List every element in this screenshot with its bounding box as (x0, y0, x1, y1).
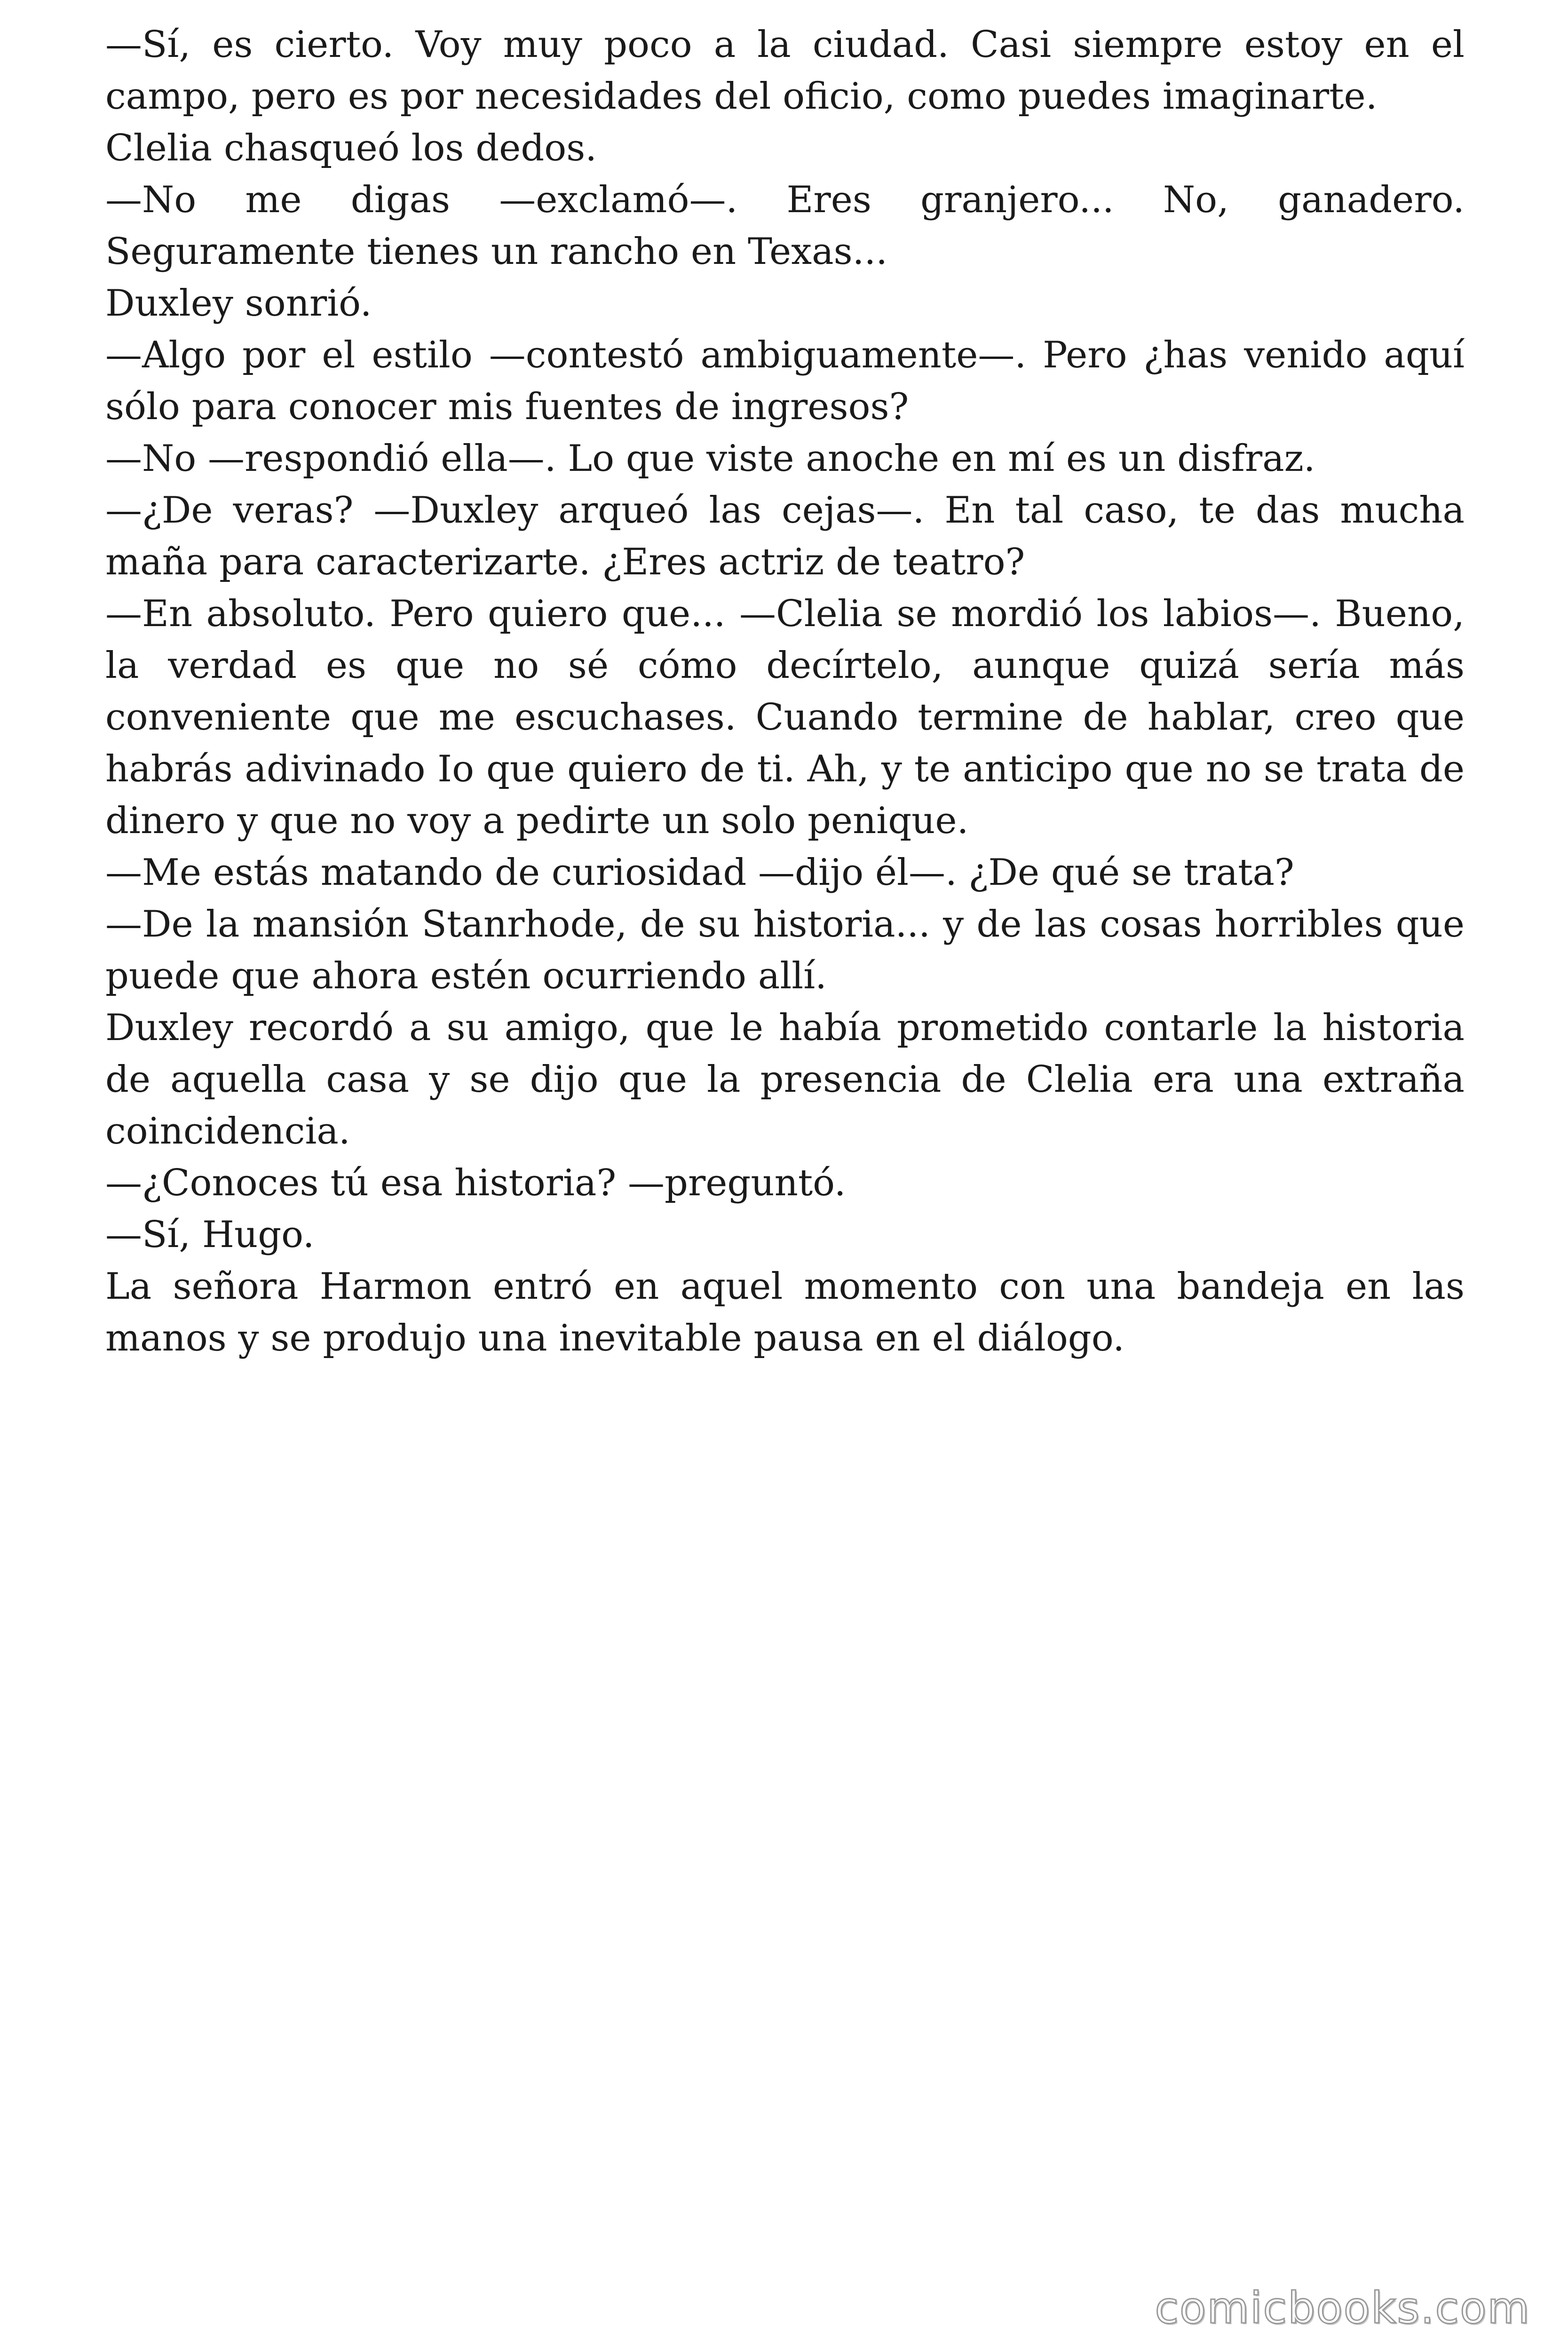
paragraph: —¿Conoces tú esa historia? —preguntó. (105, 1162, 846, 1204)
paragraph: —Algo por el estilo —contestó ambiguamente—. Pero ¿has venido aquí sólo para conocer mis fuentes de ingresos? (105, 334, 1465, 428)
paragraph: —Sí, Hugo. (105, 1214, 315, 1256)
paragraph: —No —respondió ella—. Lo que viste anoche en mí es un disfraz. (105, 437, 1315, 480)
paragraph: —No me digas —exclamó—. Eres granjero... No, ganadero. Seguramente tienes un rancho en Texas... (105, 179, 1465, 273)
paragraph: —Sí, es cierto. Voy muy poco a la ciudad. Casi siempre estoy en el campo, pero es por necesidades del oficio, como puedes imaginarte. (105, 24, 1465, 118)
paragraph: La señora Harmon entró en aquel momento con una bandeja en las manos y se produjo una inevitable pausa en el diálogo. (105, 1265, 1465, 1359)
paragraph: Clelia chasqueó los dedos. (105, 127, 597, 169)
paragraph: Duxley sonrió. (105, 282, 372, 325)
paragraph: —En absoluto. Pero quiero que... —Clelia se mordió los labios—. Bueno, la verdad es que no sé cómo decírtelo, aunque quizá sería más conveniente que me escuchases. Cuando termine de hablar, creo que habrás adivinado Io que quiero de ti. Ah, y te anticipo que no se trata de dinero y que no voy a pedirte un solo penique. (105, 593, 1465, 842)
paragraph: —Me estás matando de curiosidad —dijo él—. ¿De qué se trata? (105, 851, 1294, 894)
body-text (105, 19, 1465, 1364)
paragraph: —De la mansión Stanrhode, de su historia... y de las cosas horribles que puede que ahora estén ocurriendo allí. (105, 903, 1465, 997)
site-watermark: comicbooks.com (1155, 2283, 1530, 2333)
paragraph: Duxley recordó a su amigo, que le había prometido contarle la historia de aquella casa y se dijo que la presencia de Clelia era una extraña coincidencia. (105, 1007, 1465, 1152)
paragraph: —¿De veras? —Duxley arqueó las cejas—. En tal caso, te das mucha maña para caracterizarte. ¿Eres actriz de teatro? (105, 489, 1465, 583)
